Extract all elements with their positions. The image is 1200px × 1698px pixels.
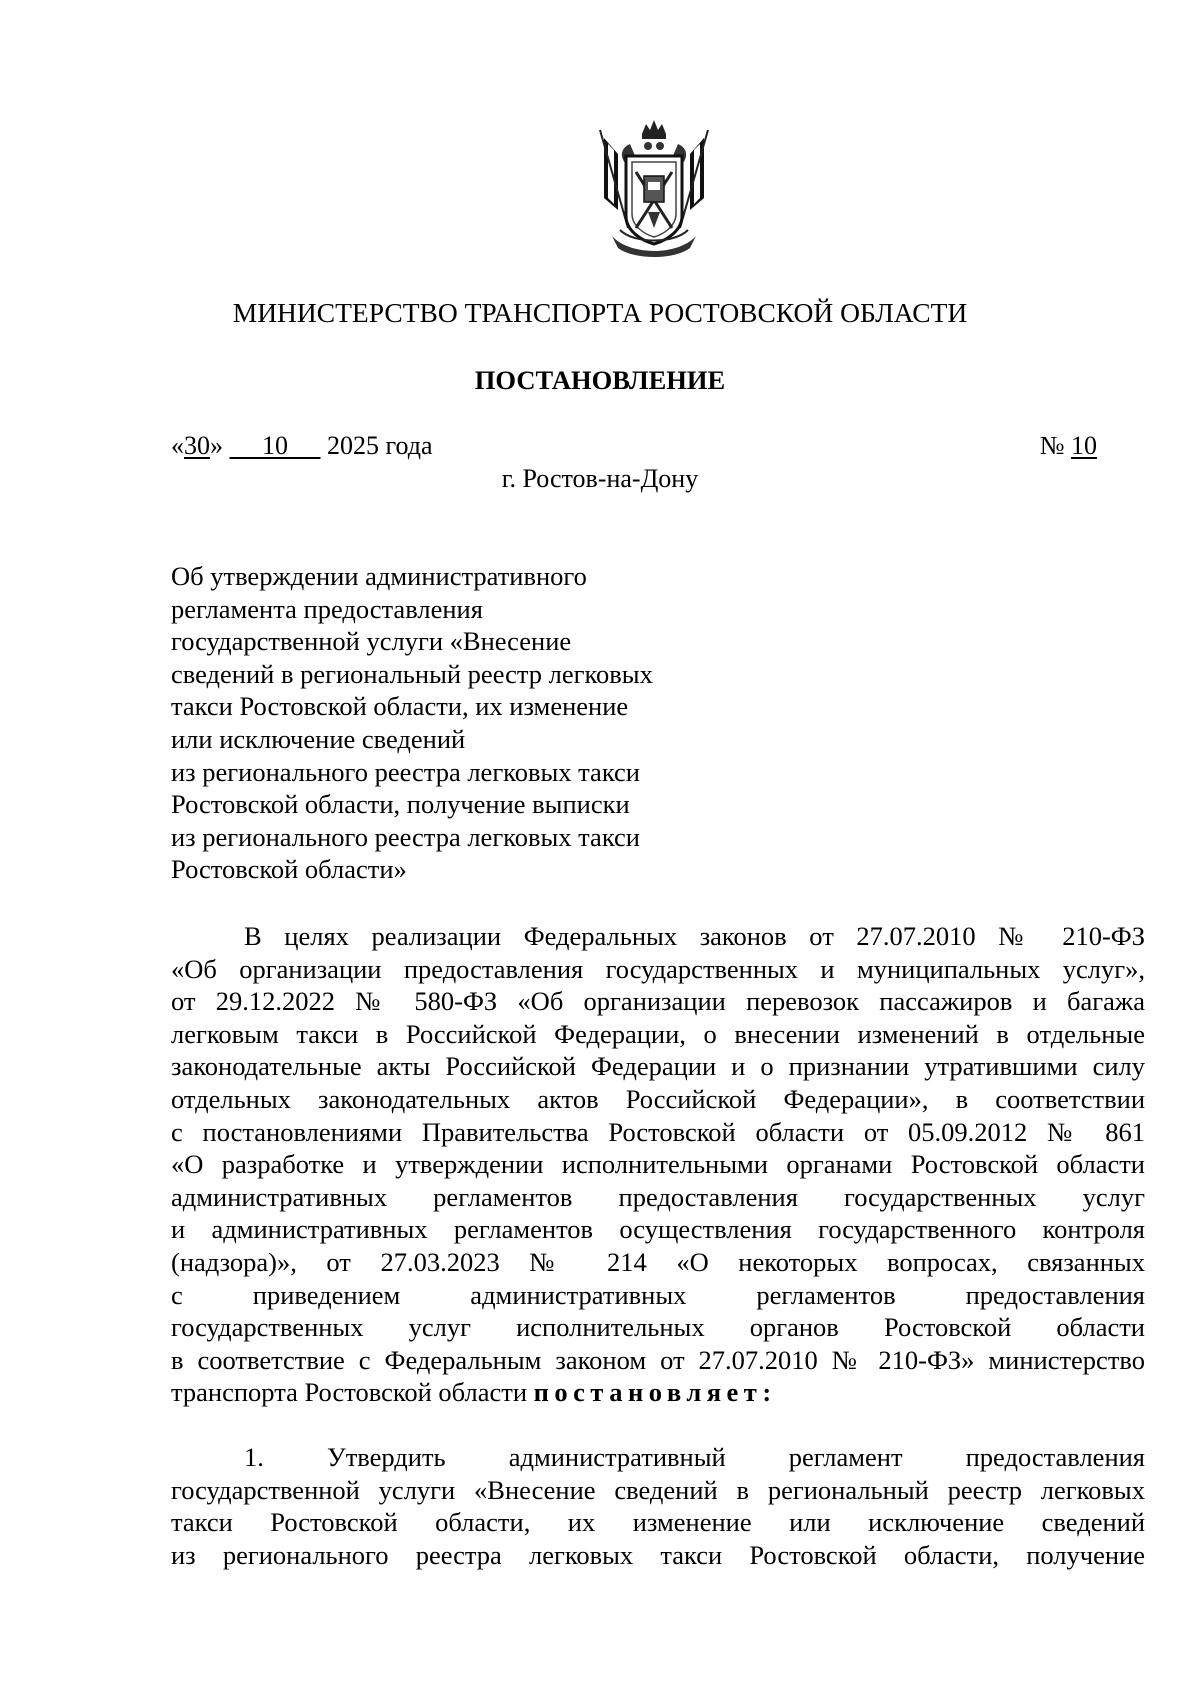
item-line: такси Ростовской области, их изменение или исключение сведений	[171, 1507, 1145, 1538]
coat-of-arms-icon	[590, 118, 718, 260]
date-day: 30	[184, 431, 210, 460]
preamble-line: государственных услуг исполнительных органов Ростовской области	[171, 1312, 1145, 1343]
preamble-line: легковым такси в Российской Федерации, о внесении изменений в отдельные	[171, 1018, 1145, 1049]
item-line: государственной услуги «Внесение сведений в региональный реестр легковых	[171, 1474, 1145, 1505]
document-type: ПОСТАНОВЛЕНИЕ	[474, 365, 726, 395]
preamble-line: в соответствие с Федеральным законом от 27.07.2010 № 210-ФЗ» министерство	[171, 1344, 1145, 1375]
preamble-line: транспорта Ростовской области	[171, 1377, 534, 1408]
decree-word: постановляет:	[533, 1377, 777, 1408]
subject-line: Ростовской области»	[171, 854, 407, 885]
preamble-line: отдельных законодательных актов Российской Федерации», в соответствии	[171, 1083, 1145, 1114]
preamble-line: с постановлениями Правительства Ростовской области от 05.09.2012 № 861	[171, 1116, 1145, 1147]
preamble-line: «О разработке и утверждении исполнительными органами Ростовской области	[171, 1149, 1145, 1180]
preamble-line: В целях реализации Федеральных законов от 27.07.2010 № 210-ФЗ	[244, 921, 1145, 951]
preamble-line: «Об организации предоставления государственных и муниципальных услуг»,	[171, 953, 1145, 984]
date-month: 10	[262, 431, 288, 460]
preamble-paragraph	[171, 920, 1145, 1409]
subject-line: Об утверждении административного	[171, 561, 587, 591]
document-subject	[171, 560, 653, 886]
preamble-line: и административных регламентов осуществления государственного контроля	[171, 1214, 1145, 1245]
subject-line: Ростовской области, получение выписки	[171, 789, 630, 820]
date-year: 2025 года	[327, 431, 433, 460]
date-quote-open: «	[171, 431, 184, 460]
item-1-paragraph	[171, 1441, 1145, 1571]
preamble-last-line	[171, 1376, 1145, 1409]
number-sign: №	[1039, 431, 1065, 460]
document-city: г. Ростов-на-Дону	[501, 464, 699, 493]
subject-line: государственной услуги «Внесение	[171, 626, 572, 657]
document-number	[1040, 429, 1097, 463]
subject-line: из регионального реестра легковых такси	[171, 821, 640, 852]
preamble-line: с приведением административных регламентов предоставления	[171, 1279, 1145, 1310]
preamble-line: от 29.12.2022 № 580-ФЗ «Об организации перевозок пассажиров и багажа	[171, 986, 1145, 1017]
subject-line: регламента предоставления	[171, 593, 483, 624]
item-line: 1. Утвердить административный регламент предоставления	[244, 1442, 1145, 1472]
document-date	[171, 429, 433, 463]
date-quote-close: »	[210, 431, 223, 460]
subject-line: из регионального реестра легковых такси	[171, 756, 640, 787]
preamble-line: административных регламентов предоставления государственных услуг	[171, 1181, 1145, 1212]
ministry-name: МИНИСТЕРСТВО ТРАНСПОРТА РОСТОВСКОЙ ОБЛАСТИ	[232, 297, 968, 328]
number-value: 10	[1071, 431, 1097, 460]
subject-line: или исключение сведений	[171, 723, 466, 754]
preamble-line: законодательные акты Российской Федерации и о признании утратившими силу	[171, 1051, 1145, 1082]
item-line: из регионального реестра легковых такси Ростовской области, получение	[171, 1539, 1145, 1570]
preamble-line: (надзора)», от 27.03.2023 № 214 «О некоторых вопросах, связанных	[171, 1246, 1145, 1277]
subject-line: сведений в региональный реестр легковых	[171, 658, 653, 689]
subject-line: такси Ростовской области, их изменение	[171, 691, 629, 722]
